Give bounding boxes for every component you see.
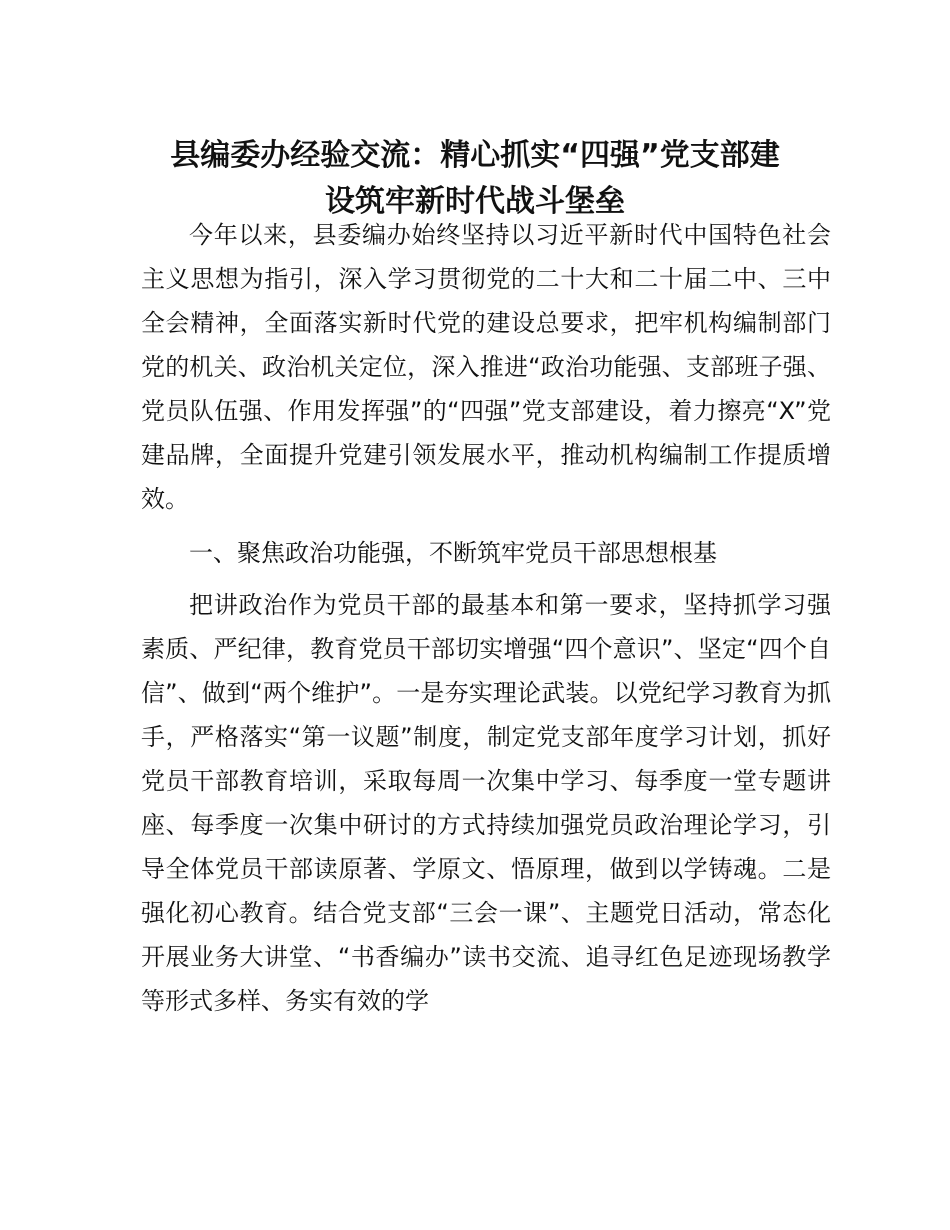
document-body: [141, 213, 831, 1033]
title-line-2: 设筑牢新时代战斗堡垒: [325, 184, 625, 220]
title-line-1: 县编委办经验交流：精心抓实“四强”党支部建: [170, 138, 780, 174]
document-title: [120, 133, 830, 225]
intro-paragraph: 今年以来，县委编办始终坚持以习近平新时代中国特色社会主义思想为指引，深入学习贯彻党的二十大和二十届二中、三中全会精神，全面落实新时代党的建设总要求，把牢机构编制部门党的机关、政治机关定位，深入推进“政治功能强、支部班子强、党员队伍强、作用发挥强”的“四强”党支部建设，着力擦亮“X”党建品牌，全面提升党建引领发展水平，推动机构编制工作提质增效。: [141, 221, 831, 513]
section-heading: 一、聚焦政治功能强，不断筑牢党员干部思想根基: [189, 539, 717, 567]
section-paragraph: 把讲政治作为党员干部的最基本和第一要求，坚持抓学习强素质、严纪律，教育党员干部切实增强“四个意识”、坚定“四个自信”、做到“两个维护”。一是夯实理论武装。以党纪学习教育为抓手，严格落实“第一议题”制度，制定党支部年度学习计划，抓好党员干部教育培训，采取每周一次集中学习、每季度一堂专题讲座、每季度一次集中研讨的方式持续加强党员政治理论学习，引导全体党员干部读原著、学原文、悟原理，做到以学铸魂。二是强化初心教育。结合党支部“三会一课”、主题党日活动，常态化开展业务大讲堂、“书香编办”读书交流、追寻红色足迹现场教学等形式多样、务实有效的学: [141, 591, 831, 1015]
